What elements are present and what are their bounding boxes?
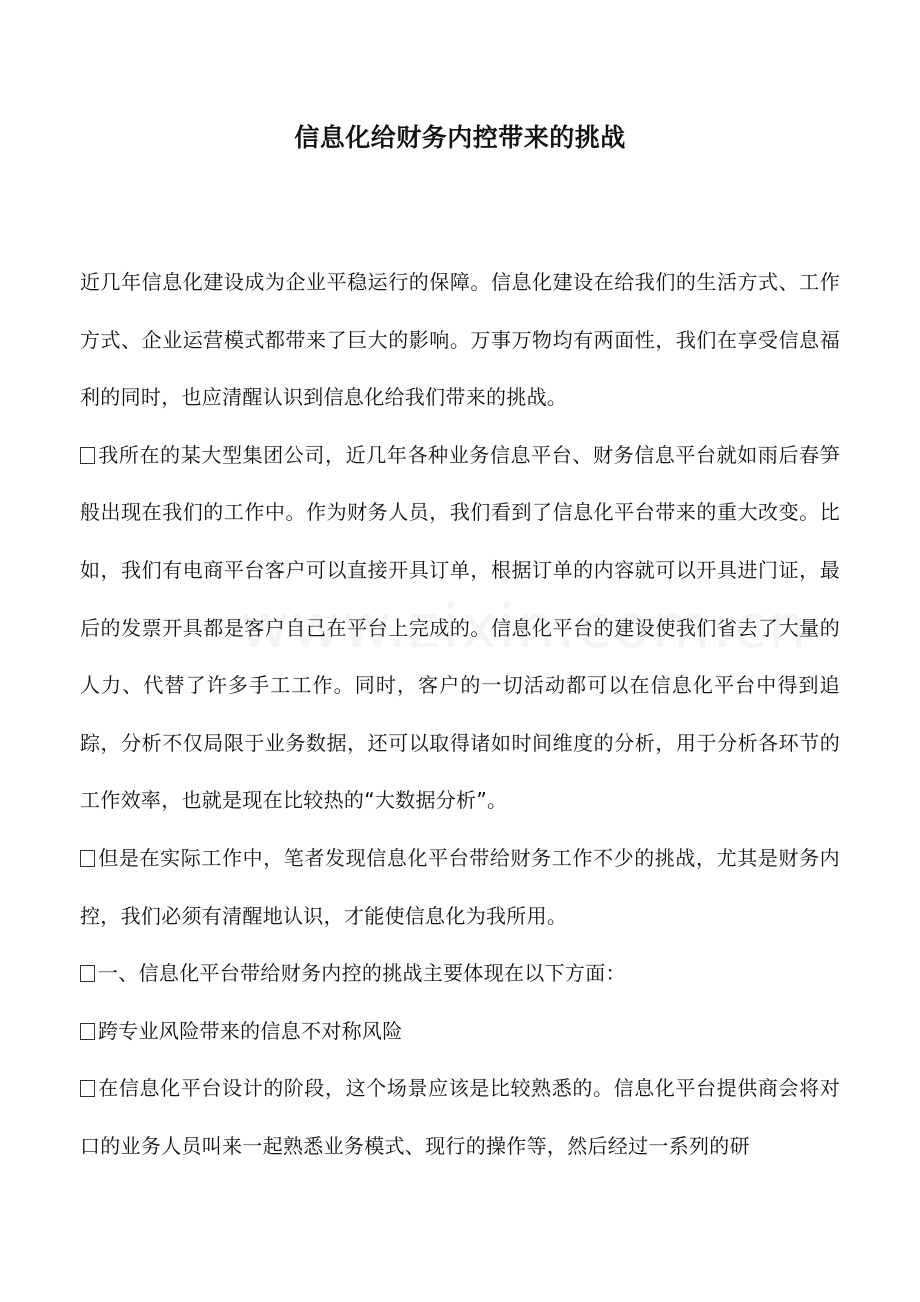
- checkbox-glyph-icon: [80, 1023, 95, 1040]
- paragraph-text: 但是在实际工作中，笔者发现信息化平台带给财务工作不少的挑战，尤其是财务内控，我们必须有清醒地认识，才能使信息化为我所用。: [80, 845, 840, 928]
- paragraph-text: 跨专业风险带来的信息不对称风险: [98, 1018, 403, 1043]
- paragraph-text: 在信息化平台设计的阶段，这个场景应该是比较熟悉的。信息化平台提供商会将对口的业务人员叫来一起熟悉业务模式、现行的操作等，然后经过一系列的研: [80, 1076, 840, 1158]
- paragraph-text: 近几年信息化建设成为企业平稳运行的保障。信息化建设在给我们的生活方式、工作方式、企业运营模式都带来了巨大的影响。万事万物均有两面性，我们在享受信息福利的同时，也应清醒认识到信息化给我们带来的挑战。: [80, 270, 840, 410]
- document-body: [80, 254, 840, 1176]
- paragraph: [80, 427, 840, 830]
- checkbox-glyph-icon: [80, 1080, 95, 1097]
- paragraph: [80, 830, 840, 945]
- paragraph: [80, 1060, 840, 1175]
- checkbox-glyph-icon: [80, 850, 95, 867]
- checkbox-glyph-icon: [80, 447, 95, 464]
- paragraph: [80, 1003, 840, 1061]
- paragraph: [80, 254, 840, 427]
- paragraph: [80, 945, 840, 1003]
- checkbox-glyph-icon: [80, 965, 95, 982]
- document-title: 信息化给财务内控带来的挑战: [294, 123, 626, 152]
- paragraph-text: 一、信息化平台带给财务内控的挑战主要体现在以下方面：: [98, 961, 626, 986]
- paragraph-text: 我所在的某大型集团公司，近几年各种业务信息平台、财务信息平台就如雨后春笋般出现在我们的工作中。作为财务人员，我们看到了信息化平台带来的重大改变。比如，我们有电商平台客户可以直接开具订单，根据订单的内容就可以开具进门证，最后的发票开具都是客户自己在平台上完成的。信息化平台的建设使我们省去了大量的人力、代替了许多手工工作。同时，客户的一切活动都可以在信息化平台中得到追踪，分析不仅局限于业务数据，还可以取得诸如时间维度的分析，用于分析各环节的工作效率，也就是现在比较热的“大数据分析”。: [80, 442, 840, 813]
